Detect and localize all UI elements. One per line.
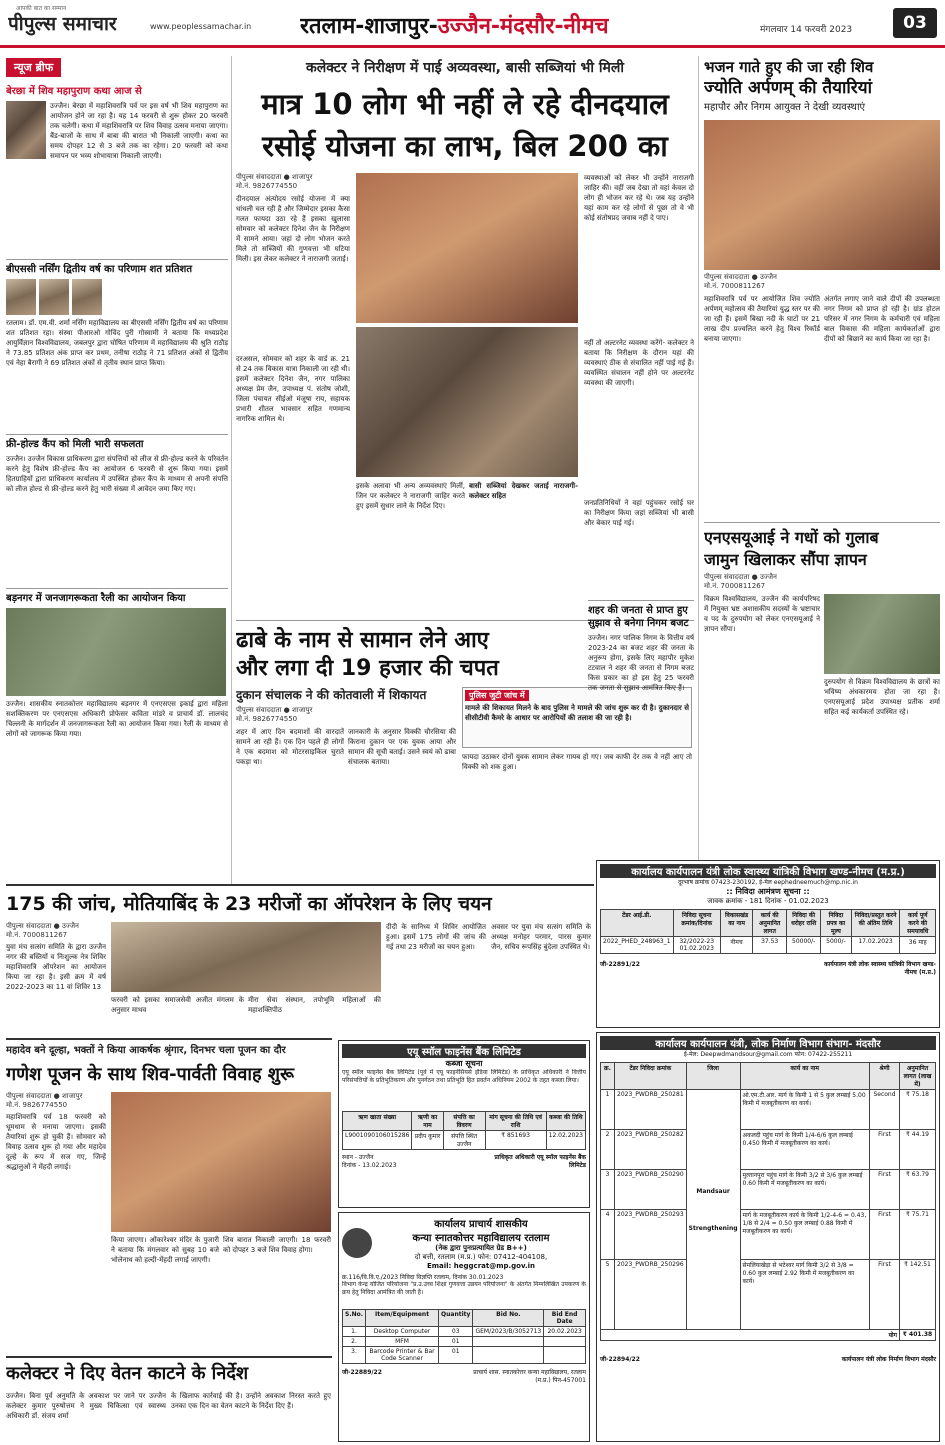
pwd-cell: 2023_PWDRB_250281: [615, 1090, 687, 1130]
pwd-total: ₹ 401.38: [900, 1330, 936, 1341]
college-cell: [544, 1337, 586, 1347]
pwd-cell: 3: [601, 1170, 615, 1210]
pwd-mandsaur-notice: [596, 1032, 940, 1442]
eye-camp-photo: [111, 922, 381, 992]
issue-date: मंगलवार 14 फरवरी 2023: [760, 25, 853, 35]
page-number: 03: [893, 8, 937, 38]
college-col: Bid End Date: [544, 1310, 586, 1327]
phe-col: टेंडर आई.डी.: [601, 910, 674, 937]
table-row: [343, 1131, 586, 1150]
phe-cell: 5000/-: [821, 937, 851, 954]
pwd-table: [600, 1062, 936, 1341]
phe-col: निविदा की धरोहर राशि: [787, 910, 821, 937]
au-date: दिनांक - 13.02.2023: [342, 1162, 397, 1169]
pwd-cell: First: [870, 1170, 900, 1210]
au-col-3: संपत्ति का विवरण: [443, 1112, 485, 1131]
shiv-jyoti-body-2: अंतर्गत लगाए जाने वाले दीपों की उपलब्धता नगर निगम को प्राप्त हो रही है। ग्रांड होटल परिसर में नगर निगम के कर्मचारी एवं महिला बाल विकास की महिला कार्यकर्ताओं द्वारा दीपों को बिछाने का कार्य किया जा रहा है।: [824, 295, 940, 343]
pwd-cell: 1: [601, 1090, 615, 1130]
nsui-body-1: विक्रम विश्वविद्यालय, उज्जैन की कार्यपरिषद में नियुक्त भ्रष्ट अशासकीय सदस्यों के भ्रष्टाचार व पद के दुरुपयोग को लेकर एनएसयूआई ने ज्ञापन सौंपा।: [704, 595, 820, 633]
table-row: [601, 1330, 936, 1341]
eye-camp-body-4: दीदी के सानिध्य में शिविर आयोजित हुआ। इसमें 175 लोगों की जांच की गई तथा 23 मरीजों का चयन हुआ।: [386, 923, 486, 951]
brief-headline-2: बीएससी नर्सिंग द्वितीय वर्ष का परिणाम शत प्रतिशत: [6, 259, 228, 276]
lead-caption-2: बासी सब्जियां देखकर जताई नाराजगी- कलेक्टर सहित: [469, 482, 578, 500]
phe-col: कार्य पूर्ण करने की समयावधि: [900, 910, 936, 937]
police-probe-body: मामले की शिकायत मिलने के बाद पुलिस ने मामले की जांच शुरू कर दी है। दुकानदार से सीसीटीवी कैमरे के आधार पर आरोपियों की तलाश की जा रही है।: [465, 704, 689, 722]
dhaba-body-2: जानकारी के अनुसार विक्की चौरसिया की किराना दुकान पर एक युवक आया और सामान की सूची बताई। उसने स्वयं को ढाबा संचालक बताया।: [348, 728, 456, 766]
college-body: विभाग केन्द्र योजित परियोजना "प्र.उ.उच्च शिक्षा गुणवत्ता उन्नयन परियोजना" के अंतर्गत निम्नलिखित उपकरण के क्रय हेतु निविदा आमंत्रित की जाती है।: [342, 1281, 586, 1296]
student-photo-1: [6, 279, 36, 315]
pwd-cell: First: [870, 1260, 900, 1330]
au-col-1: ऋण खाता संख्या: [343, 1112, 412, 1131]
phe-col: कार्य की अनुमानित लागत: [753, 910, 787, 937]
police-probe-heading: पुलिस जुटी जांच में: [465, 690, 529, 701]
dhaba-body-1: शहर में आए दिन बदमाशों की वारदातें सामने आ रही हैं। एक दिन पहले ही लोगों ने एक बदमाश को मोटरसाइकिल चुराते पकड़ा था।: [236, 728, 344, 766]
au-cell: 12.02.2023: [546, 1131, 585, 1150]
college-cell: [544, 1347, 586, 1364]
brief-headline-1: बेरछा में शिव महापुराण कथा आज से: [6, 86, 142, 97]
nsui-mobile: मो.नं. 7000811267: [704, 582, 766, 590]
au-cell: ₹ 851693: [485, 1131, 546, 1150]
pwd-col: क्र.: [601, 1063, 615, 1090]
au-signature: प्राधिकृत अधिकारी एयू स्मॉल फाइनेंस बैंक लिमिटेड: [494, 1154, 586, 1169]
table-row: [601, 1170, 936, 1210]
pwd-email: ई-मेल: Deepwdmandsour@gmail.com फोन: 07422-255211: [683, 1051, 853, 1058]
college-cell: Barcode Printer & Bar Code Scanner: [366, 1347, 439, 1364]
phe-col: निविदा प्रपत्र का मूल्य: [821, 910, 851, 937]
pwd-cell: मुल्तानपुरा पहुंच मार्ग के किमी 3/2 से 3/6 कुल लम्बाई 0.60 किमी में मजबूतीकरण का कार्य।: [740, 1170, 869, 1210]
shiv-jyoti-kicker[interactable]: भजन गाते हुए की जा रही शिव: [704, 58, 874, 76]
student-photo-2: [39, 279, 69, 315]
phe-code: जी-22891/22: [600, 961, 640, 968]
pwd-cell: ₹ 75.18: [900, 1090, 936, 1130]
shiv-vivah-body-3: शिव बारात निकाली जाएगी। 18 फरवरी को दोपहर 3 बजे शिव विवाह होगा।: [223, 1236, 331, 1254]
eye-camp-body-1: युवा मंच सत्संग समिति के द्वारा उज्जैन नगर की बस्तियों व निःशुल्क नेत्र शिविर महाशिवरात्रि ऑपरेशन का आयोजन किया जा रहा है। इसी क्रम में वर्ष 2022-2023 का 11 वां शिविर 13: [6, 943, 106, 991]
pwd-col: कार्य का नाम: [740, 1063, 869, 1090]
college-cell: 1.: [343, 1327, 366, 1337]
shiv-jyoti-subhead: महापौर और निगम आयुक्त ने देखी व्यवस्थाएं: [704, 102, 866, 113]
salary-cut-body-2: के खिलाफ कार्रवाई की है। उन्होंने अवकाश निरस्त करते हुए उनका एक दिन का वेतन काटने के निर्देश दिए हैं।: [171, 1392, 331, 1410]
eye-camp-story: [6, 884, 594, 1034]
edition-title: [300, 10, 609, 40]
brief-body-2: रतलाम। डॉ. एम.वी. शर्मा नर्सिंग महाविद्यालय का बीएससी नर्सिंग द्वितीय वर्ष का परिणाम शत प्रतिशत रहा। संस्था पीआरओ गोविंद पुरी गोस्वामी ने बताया कि मध्यप्रदेश आयुर्विज्ञान विश्वविद्यालय, जबलपुर द्वारा घोषित परिणाम में महाविद्यालय की श्रुति राठौड़ ने 73.85 प्रतिशत अंक प्राप्त कर प्रथम, तनीषा राठौड़ ने 71 प्रतिशत अंकों से द्वितीय एवं नेहा बैरागी ने 69 प्रतिशत अंकों से तृतीय स्थान प्राप्त किया।: [6, 319, 228, 367]
lead-photo-kitchen: [356, 327, 578, 477]
masthead: [0, 0, 945, 48]
lead-story: [236, 58, 694, 618]
college-cell: Desktop Computer: [366, 1327, 439, 1337]
phe-table: [600, 909, 936, 954]
nsui-byline: पीपुल्स संवाददाता ● उज्जैन: [704, 573, 777, 581]
pwd-cell: 4: [601, 1210, 615, 1260]
au-col-5: कब्जा की तिथि: [546, 1112, 585, 1131]
shiv-vivah-body-2: किया जाएगा। ओंकारेश्वर मंदिर के पुजारी ने बताया कि मंगलवार को सुबह 10 बजे भोलेनाथ को हल्दी-मेंहदी लगाई जाएगी।: [111, 1236, 219, 1264]
college-code: जी-22889/22: [342, 1369, 382, 1376]
phe-cell: नीमच: [720, 937, 752, 954]
phe-ref: जावक क्रमांक - 181 दिनांक - 01.02.2023: [707, 897, 829, 905]
table-row: [601, 1210, 936, 1260]
nsui-body-2: दुरुपयोग से विक्रम विश्वविद्यालय के छात्रों का भविष्य अंधकारमय होता जा रहा है। एनएसयूआई प्रदेश उपाध्यक्ष प्रतीक शर्मा सहित कई कार्यकर्ता उपस्थित रहे।: [824, 678, 940, 716]
student-photo-3: [72, 279, 102, 315]
phe-signature: कार्यपालन यंत्री लोक स्वास्थ्य यांत्रिकी विभाग खण्ड-नीमच (म.प्र.): [824, 961, 936, 976]
phe-title: कार्यालय कार्यपालन यंत्री लोक स्वास्थ्य यांत्रिकी विभाग खण्ड-नीमच (म.प्र.): [600, 864, 936, 878]
phe-neemuch-notice: [596, 860, 940, 1028]
au-cell: प्रदीप कुमार: [412, 1131, 443, 1150]
college-cell: MFM: [366, 1337, 439, 1347]
au-cell: L9001090106015286: [343, 1131, 412, 1150]
salary-cut-body-1: उज्जैन। बिना पूर्व अनुमति के अवकाश पर जाने पर उज्जैन कलेक्टर कुमार पुरुषोत्तम ने मुख्य चिकित्सा एवं स्वास्थ्य अधिकारी डॉ. संजय शर्मा: [6, 1392, 166, 1420]
college-signature: प्राचार्य शास. स्नातकोत्तर कन्या महाविद्यालय, रतलाम (म.प्र.) पिन-457001: [473, 1369, 586, 1384]
news-brief-column: [6, 56, 228, 886]
phe-col: निविदा/प्रस्तुत करने की अंतिम तिथि: [851, 910, 900, 937]
phe-cell: 32/2022-23 01.02.2023: [673, 937, 720, 954]
college-cell: 3.: [343, 1347, 366, 1364]
college-email[interactable]: Email: heggcrat@mp.gov.in: [426, 1262, 536, 1270]
table-row: [343, 1337, 586, 1347]
shiv-vivah-byline: पीपुल्स संवाददाता ● शाजापुर: [6, 1092, 83, 1100]
eye-camp-body-2: फरवरी को इसका समाजसेवी अजीत मंगलम के अनुसार माथव: [111, 996, 244, 1014]
dhaba-subhead: दुकान संचालक ने की कोतवाली में शिकायत: [236, 688, 427, 702]
pwd-cell: मार्ग के मजबूतीकरण कार्य के किमी 1/2-4-6 = 0.43, 1/8 से 2/4 = 0.50 कुल लम्बाई 0.88 किमी में मजबूतीकरण का कार्य।: [740, 1210, 869, 1260]
college-cell: GEM/2023/B/3052713: [473, 1327, 544, 1337]
pwd-cell: First: [870, 1130, 900, 1170]
shiv-vivah-story: [6, 1038, 332, 1354]
lead-caption-1: इसके अलावा भी अन्य अव्यवस्थाएं मिलीं, जिन पर कलेक्टर ने नाराजगी जाहिर करते हुए इसमें सुधार लाने के निर्देश दिए।: [356, 482, 465, 510]
college-cell: 01: [439, 1347, 473, 1364]
nsui-story: [704, 522, 940, 822]
brief-body-1: उज्जैन। बेरछा में महाशिवरात्रि पर्व पर इस वर्ष भी शिव महापुराण का आयोजन होने जा रहा है। यह 14 फरवरी से शुरू होकर 20 फरवरी तक चलेगी। कथा में महाशिवरात्रि पर शिव विवाह उत्सव मनाया जाएगा। बैंड-बाजों के साथ में बाबा की बारात भी निकाली जाएगी। कथा का समय दोपहर 12 से 3 बजे तक का रहेगा। 20 फरवरी को कथा समापन पर भव्य शोभायात्रा निकाली जाएगी।: [50, 102, 228, 160]
pwd-signature: कार्यपालन यंत्री लोक निर्माण विभाग मंदसौर: [841, 1356, 936, 1363]
shiv-jyoti-photo: [704, 120, 940, 270]
edition-title-part2: उज्जैन-मंदसौर-नीमच: [437, 14, 609, 39]
pwd-cell: First: [870, 1210, 900, 1260]
table-row: [601, 1090, 936, 1130]
shiv-jyoti-byline: पीपुल्स संवाददाता ● उज्जैन: [704, 273, 777, 281]
shiv-jyoti-body-1: महाशिवरात्रि पर्व पर आयोजित शिव ज्योति अर्पणम् महोत्सव की तैयारियां युद्ध स्तर पर की जा रही हैं। इसमें बिखा नदी के घाटों पर 21 लाख दीप प्रज्वलित करने हेतु विश्व रिकॉर्ड बनाया जाएगा।: [704, 295, 820, 343]
lead-mobile: मो.नं. 9826774550: [236, 182, 298, 190]
pwd-col: जिला: [686, 1063, 740, 1090]
lead-body-4: नहीं तो अल्टरनेट व्यवस्था करेंगे- कलेक्टर ने बताया कि निरीक्षण के दौरान यहां की व्यवस्थाएं ठीक से संचालित नहीं पाई गई हैं। व्यवस्थित संचालन नहीं होने पर अल्टरनेट व्यवस्था की जाएगी।: [584, 339, 694, 387]
college-emblem-icon: [342, 1228, 372, 1258]
nsui-headline-line1[interactable]: एनएसयूआई ने गधों को गुलाब: [704, 528, 879, 547]
budget-body: उज्जैन। नगर पालिक निगम के वित्तीय वर्ष 2023-24 का बजट शहर की जनता के अनुरूप होगा, इसके लिए महापौर मुकेश टटवाल ने शहर की जनता से निगम बजट किस प्रकार का हो इस हेतु 25 फरवरी तक जनता से सुझाव आमंत्रित किए हैं।: [588, 634, 694, 692]
lead-body-3: व्यवस्थाओं को लेकर भी उन्होंने नाराजगी जाहिर की। वहीं जब देखा तो वहां केवल दो लोग ही भोजन कर रहे थे। जब यह उन्होंने यहां काम कर रहे लोगों से पूछा तो वे भी कोई संतोषप्रद जवाब नहीं दे पाए।: [584, 174, 694, 222]
phe-col: निविदा सूचना क्रमांक/दिनांक: [673, 910, 720, 937]
college-cell: 2.: [343, 1337, 366, 1347]
phe-cell: 2022_PHED_248963_1: [601, 937, 674, 954]
phe-phone: दूरभाष क्रमांक 07423-230192, ई-मेल eephedneemuch@mp.nic.in: [678, 879, 858, 886]
brief-body-4: उज्जैन। शासकीय स्नातकोत्तर महाविद्यालय बड़नगर में एनएसएस इकाई द्वारा महिला सशक्तिकरण पर एनएसएस अधिकारी प्रोफेसर कविता मांडरे व प्राचार्य डॉ. लालचंद चिल्लनी के मार्गदर्शन में जनजागरूकता रैली का आयोजन किया गया। रैली के माध्यम से लोगों को जागरूक किया गया।: [6, 700, 228, 738]
pwd-cell: ₹ 75.71: [900, 1210, 936, 1260]
salary-cut-headline[interactable]: कलेक्टर ने दिए वेतन काटने के निर्देश: [6, 1363, 249, 1384]
website-url[interactable]: www.peoplessamachar.in: [150, 22, 252, 31]
college-col: Item/Equipment: [366, 1310, 439, 1327]
brief-photo-priest: [6, 101, 46, 159]
phe-col: विकासखंड का नाम: [720, 910, 752, 937]
college-col: Bid No.: [473, 1310, 544, 1327]
au-bank-title: एयू स्मॉल फाइनेंस बैंक लिमिटेड: [342, 1044, 586, 1058]
dhaba-body-3: फायदा उठाकर दोनों युवक सामान लेकर गायब हो गए। जब काफी देर तक वे नहीं आए तो विक्की को शक हुआ।: [462, 753, 692, 771]
college-tender-notice: [338, 1212, 590, 1442]
shiv-vivah-body-1: महाशिवरात्रि पर्व 18 फरवरी को धूमधाम से मनाया जाएगा। इसकी तैयारियां शुरू हो चुकी हैं। सोमवार को विवाह उत्सव शुरू हो गया और महादेव दूल्हे के रूप में सज गए, जिन्हें श्रद्धालुओं ने मेंहदी लगाई।: [6, 1113, 106, 1171]
eye-camp-mobile: मो.नं. 7000811267: [6, 931, 68, 939]
shiv-jyoti-headline[interactable]: ज्योति अर्पणम् की तैयारियां: [704, 78, 872, 98]
pwd-district: Mandsaur: [696, 1187, 730, 1195]
pwd-cell: ओ.एम.टी.आर. मार्ग के किमी 1 से 5 कुल लम्बाई 5.00 किमी में मजबूतीकरण का कार्य।: [740, 1090, 869, 1130]
au-bank-notice: [338, 1040, 590, 1208]
shiv-vivah-headline[interactable]: गणेश पूजन के साथ शिव-पार्वती विवाह शुरू: [6, 1064, 295, 1085]
au-col-4: मांग सूचना की तिथि एवं राशि: [485, 1112, 546, 1131]
college-cell: 20.02.2023: [544, 1327, 586, 1337]
rally-photo: [6, 608, 226, 696]
eye-camp-byline: पीपुल्स संवाददाता ● उज्जैन: [6, 922, 79, 930]
pwd-cell: 2023_PWDRB_250290: [615, 1170, 687, 1210]
lead-body-2: दरअसल, सोमवार को शहर के वार्ड क्र. 21 से 24 तक विकास यात्रा निकाली जा रही थी। इसमें कलेक्टर दिनेश जैन, नगर पालिका अध्यक्ष प्रेम जैन, उपाध्यक्ष पं. संतोष जोशी, जिला पंचायत सीईओ मंजूषा राय, सहायक प्रभारी शीतल भावसार सहित गणमान्य नागरिक शामिल थे।: [236, 355, 350, 423]
college-title-2: कन्या स्नातकोत्तर महाविद्यालय रतलाम: [412, 1233, 550, 1244]
table-row: [343, 1347, 586, 1364]
college-title: कार्यालय प्राचार्य शासकीय: [434, 1219, 528, 1230]
dhaba-mobile: मो.नं. 9826774550: [236, 715, 298, 723]
au-place: स्थान - उज्जैन: [342, 1154, 374, 1161]
pwd-cell: सेमलियाखेड़ा से भटेश्वर मार्ग किमी 3/2 से 3/8 = 0.60 कुल लम्बाई 2.92 किमी में मजबूतीकरण का कार्य।: [740, 1260, 869, 1330]
shiv-vivah-kicker: महादेव बने दूल्हा, भक्तों ने किया आकर्षक श्रृंगार, दिनभर चला पूजन का दौर: [6, 1045, 286, 1056]
pwd-cell: 2023_PWDRB_250282: [615, 1130, 687, 1170]
eye-camp-body-3: मीरा सेवा संस्थान, तपोभूमि महिलाओं की महाशक्तिपीठ: [248, 996, 381, 1014]
phe-cell: 17.02.2023: [851, 937, 900, 954]
shiv-vivah-photo: [111, 1092, 331, 1232]
college-table: [342, 1309, 586, 1364]
lead-photo-inspection: [356, 173, 578, 323]
college-col: S.No.: [343, 1310, 366, 1327]
dhaba-byline: पीपुल्स संवाददाता ● शाजापुर: [236, 706, 313, 714]
pwd-cell: अकलदी पहुंच मार्ग के किमी 1/4-6/6 कुल लम्बाई 0.450 किमी में मजबूतीकरण का कार्य।: [740, 1130, 869, 1170]
au-bank-table: [342, 1111, 586, 1150]
pwd-col: श्रेणी: [870, 1063, 900, 1090]
column-divider: [231, 56, 232, 886]
budget-headline[interactable]: शहर की जनता से प्राप्त हुए सुझाव से बनेगा निगम बजट: [588, 605, 689, 629]
pwd-cell: 5: [601, 1260, 615, 1330]
phe-subtitle: :: निविदा आमंत्रण सूचना ::: [726, 887, 810, 896]
pwd-cell: ₹ 44.19: [900, 1130, 936, 1170]
budget-suggestion-story: [588, 600, 694, 870]
brief-headline-4: बड़नगर में जनजागरूकता रैली का आयोजन किया: [6, 588, 228, 605]
brief-body-3: उज्जैन। उज्जैन विकास प्राधिकरण द्वारा संपत्तियों को लीज से फ्री-होल्ड करने के परिवर्तन करने हेतु विशेष फ्री-होल्ड कैंप का आयोजन 6 फरवरी से शुरू किया गया। इसमें हितग्राहियों द्वारा प्राधिकरण कार्यालय में उपस्थित होकर कैंप के माध्यम से अपनी संपत्ति को लीज होल्ड से फ्री-होल्ड करने हेतु भारी संख्या में आवेदन जमा किए गए।: [6, 455, 228, 493]
table-row: [601, 1260, 936, 1330]
nsui-photo-donkeys: [824, 594, 940, 674]
college-grade: (नेक द्वारा पुनःप्रत्यायित ग्रेड B++): [435, 1244, 527, 1252]
nsui-headline-line2[interactable]: जामुन खिलाकर सौंपा ज्ञापन: [704, 550, 867, 569]
lead-kicker[interactable]: कलेक्टर ने निरीक्षण में पाई अव्यवस्था, बासी सब्जियां भी मिली: [305, 60, 624, 76]
shiv-vivah-mobile: मो.नं. 9826774550: [6, 1101, 68, 1109]
dhaba-headline-line2[interactable]: और लगा दी 19 हजार की चपत: [236, 656, 499, 681]
pwd-cell: 2023_PWDRB_250293: [615, 1210, 687, 1260]
eye-camp-headline[interactable]: 175 की जांच, मोतियाबिंद के 23 मरीजों का ऑपरेशन के लिए चयन: [6, 893, 492, 915]
au-bank-body: एयू स्मॉल फाइनेंस बैंक लिमिटेड (पूर्व में एयू फाइनेंसियर्स इंडिया लिमिटेड) के प्राधिकृत अधिकारी ने वित्तीय परिसंपत्तियों के प्रतिभूतिकरण और पुनर्गठन तथा प्रतिभूति हित प्रवर्तन अधिनियम 2002 के तहत कब्जा लिया।: [342, 1069, 586, 1084]
pwd-col: टेंडर निविदा क्रमांक: [615, 1063, 687, 1090]
pwd-category: Strengthening: [688, 1224, 738, 1232]
shiv-jyoti-mobile: मो.नं. 7000811267: [704, 282, 766, 290]
lead-body-1: दीनदयाल अंत्योदय रसोई योजना में क्या धांधली चल रही है और जिम्मेदार इसका कैसा गलत फायदा उठा रहे हैं इसका खुलासा सोमवार को कलेक्टर दिनेश जैन के निरीक्षण में सामने आया। जहां दो लोग भोजन करते मिले तो सब्जियों की गुणवत्ता भी घटिया मिली। इस लेकर कलेक्टर ने नाराजगी जताई।: [236, 195, 350, 263]
pwd-cell: ₹ 63.79: [900, 1170, 936, 1210]
au-cell: संपत्ति स्थित उज्जैन: [443, 1131, 485, 1150]
pwd-cell: 2023_PWDRB_250296: [615, 1260, 687, 1330]
table-row: [601, 1130, 936, 1170]
au-bank-subtitle: कब्जा सूचना: [445, 1059, 483, 1068]
eye-camp-body-5: अवसर पर युवा मंच सत्संग समिति के अध्यक्ष मनोहर परमार, पारस कुमार जैन, सचिव रूपसिंह बुंदेला उपस्थित थे।: [491, 923, 591, 951]
college-notice-ref: क्र.116/वि.वि.ए./2023 निविदा विज्ञप्ति रतलाम, दिनांक 30.01.2023: [342, 1274, 504, 1281]
pwd-col: अनुमानित लागत (लाख में): [900, 1063, 936, 1090]
salary-cut-story: [6, 1356, 332, 1442]
pwd-title: कार्यालय कार्यपालन यंत्री, लोक निर्माण विभाग संभाग- मंदसौर: [600, 1036, 936, 1050]
college-cell: [473, 1337, 544, 1347]
phe-cell: 37.53: [753, 937, 787, 954]
pwd-total-label: योग: [601, 1330, 900, 1341]
dhaba-headline-line1[interactable]: ढाबे के नाम से सामान लेने आए: [236, 628, 489, 653]
phe-cell: 36 माह: [900, 937, 936, 954]
lead-headline-line2[interactable]: रसोई योजना का लाभ, बिल 200 का: [262, 129, 668, 163]
pwd-cell: ₹ 142.51: [900, 1260, 936, 1330]
pwd-cell: 2: [601, 1130, 615, 1170]
au-col-2: ऋणी का नाम: [412, 1112, 443, 1131]
lead-body-5: जनप्रतिनिधियों ने वहां पहुंचकर रसोई घर का निरीक्षण किया जहां सब्जियां भी बासी और बेकार पाई गई।: [584, 499, 694, 527]
pwd-code: जी-22894/22: [600, 1356, 640, 1363]
news-brief-tag: न्यूज ब्रीफ: [6, 58, 61, 77]
edition-title-part1: रतलाम-शाजापुर-: [300, 14, 438, 39]
lead-byline: पीपुल्स संवाददाता ● शाजापुर: [236, 173, 313, 181]
college-cell: 03: [439, 1327, 473, 1337]
table-row: [343, 1327, 586, 1337]
newspaper-logo[interactable]: पीपुल्स समाचार: [8, 13, 117, 35]
brief-headline-3: फ्री-होल्ड कैंप को मिली भारी सफलता: [6, 434, 228, 451]
shiv-jyoti-story: [704, 58, 940, 518]
pwd-cell: Second: [870, 1090, 900, 1130]
college-address: दो बत्ती, रतलाम (म.प्र.) फोन: 07412-404108,: [414, 1253, 548, 1261]
table-row: [601, 937, 936, 954]
college-cell: 01: [439, 1337, 473, 1347]
phe-cell: 50000/-: [787, 937, 821, 954]
lead-headline-line1[interactable]: मात्र 10 लोग भी नहीं ले रहे दीनदयाल: [261, 87, 669, 121]
college-col: Quantity: [439, 1310, 473, 1327]
logo-tagline: आपकी बात का सम्मान: [16, 5, 67, 12]
pwd-district-cell: [686, 1090, 740, 1330]
college-cell: [473, 1347, 544, 1364]
